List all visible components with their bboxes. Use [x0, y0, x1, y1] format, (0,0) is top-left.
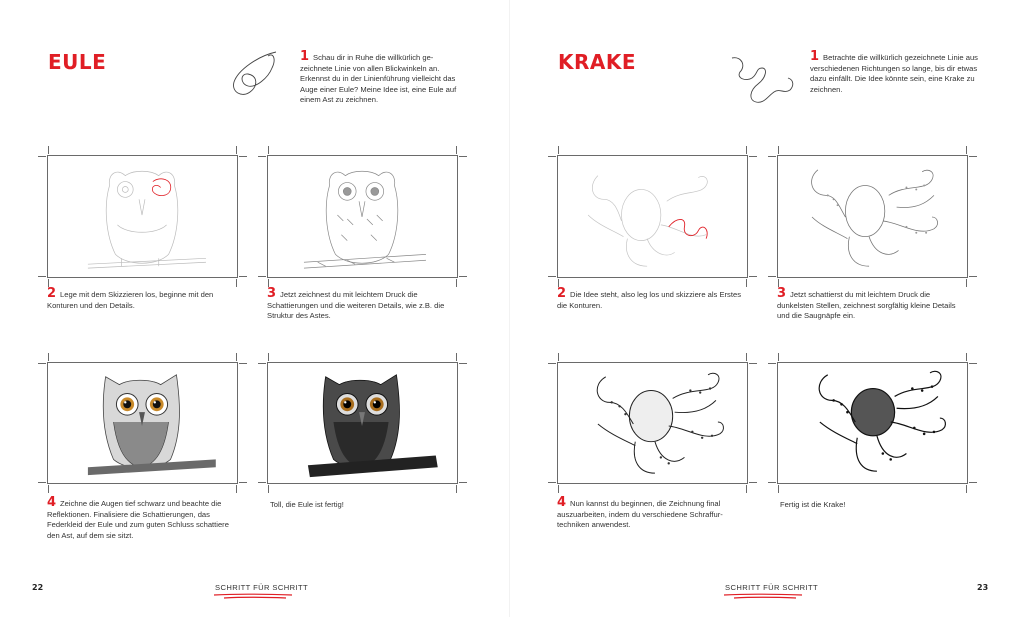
- owl-random-line-doodle: [228, 48, 288, 102]
- footer-red-underline: [722, 592, 804, 600]
- page-title-eule: EULE: [48, 50, 107, 74]
- octopus-step-4: [557, 495, 747, 531]
- owl-final-caption: Toll, die Eule ist fertig!: [270, 500, 344, 509]
- octopus-step-3: [777, 286, 967, 322]
- octopus-final-caption: Fertig ist die Krake!: [780, 500, 846, 509]
- footer-red-underline: [212, 592, 294, 600]
- owl-shaded-illustration: [268, 156, 457, 277]
- step-number: 4: [557, 495, 567, 510]
- step-text: Lege mit dem Skizzieren los, beginne mit den Konturen und den Details.: [47, 290, 214, 310]
- step-number: 1: [300, 49, 310, 64]
- owl-step-4-image: [47, 362, 238, 484]
- octopus-final-image: [777, 362, 968, 484]
- step-text: Nun kannst du beginnen, die Zeichnung final auszuarbeiten, indem du verschiedene Schraffur-techniken anwendest.: [557, 499, 723, 530]
- right-page: [510, 0, 1020, 617]
- step-text: Betrachte die willkürlich gezeichnete Linie aus verschiedenen Richtungen so lange, bis dir etwas dazu einfällt. Die Idee könnte sein, eine Krake zu zeichnen.: [810, 53, 978, 94]
- step-number: 3: [267, 286, 277, 301]
- octopus-random-line-doodle: [728, 52, 800, 108]
- owl-step-2: [47, 286, 242, 311]
- step-text: Zeichne die Augen tief schwarz und beachte die Reflektionen. Finalisiere die Schattierungen, das Federkleid der Eule und zum guten Schluss schattiere den Ast, auf dem sie sitzt.: [47, 499, 229, 540]
- step-text: Die Idee steht, also leg los und skizziere als Erstes die Konturen.: [557, 290, 741, 310]
- octopus-step-3-image: [777, 155, 968, 278]
- owl-step-4: [47, 495, 242, 541]
- page-number: 22: [32, 583, 44, 592]
- owl-step-2-image: [47, 155, 238, 278]
- owl-detailed-illustration: [48, 363, 237, 483]
- step-number: 1: [810, 49, 820, 64]
- page-number: 23: [977, 583, 989, 592]
- owl-step-1: [300, 49, 460, 106]
- octopus-shaded-illustration: [778, 156, 967, 277]
- octopus-sketch-illustration: [558, 156, 747, 277]
- octopus-step-1: [810, 49, 980, 95]
- octopus-final-illustration: [778, 363, 967, 483]
- step-number: 2: [47, 286, 57, 301]
- step-text: Jetzt zeichnest du mit leichtem Druck die Schattierungen und die weiteren Details, wie z.B. die Struktur des Astes.: [267, 290, 445, 321]
- owl-sketch-illustration: [48, 156, 237, 277]
- step-number: 2: [557, 286, 567, 301]
- step-text: Jetzt schattierst du mit leichtem Druck die dunkelsten Stellen, zeichnest sorgfältig kleine Details und die Saugnäpfe ein.: [777, 290, 956, 321]
- step-number: 3: [777, 286, 787, 301]
- owl-step-3-image: [267, 155, 458, 278]
- owl-final-illustration: [268, 363, 457, 483]
- octopus-detailed-illustration: [558, 363, 747, 483]
- footer-title: SCHRITT FÜR SCHRITT: [725, 583, 819, 592]
- step-text: Schau dir in Ruhe die willkürlich ge-zeichnete Linie von allen Blickwinkeln an. Erkennst du in der Linienführung vielleicht das Auge einer Eule? Meine Idee ist, eine Eule auf einem Ast zu zeichnen.: [300, 53, 457, 105]
- owl-step-3: [267, 286, 457, 322]
- owl-final-image: [267, 362, 458, 484]
- octopus-step-2: [557, 286, 752, 311]
- octopus-step-4-image: [557, 362, 748, 484]
- step-number: 4: [47, 495, 57, 510]
- footer-title: SCHRITT FÜR SCHRITT: [215, 583, 309, 592]
- octopus-step-2-image: [557, 155, 748, 278]
- page-title-krake: KRAKE: [558, 50, 637, 74]
